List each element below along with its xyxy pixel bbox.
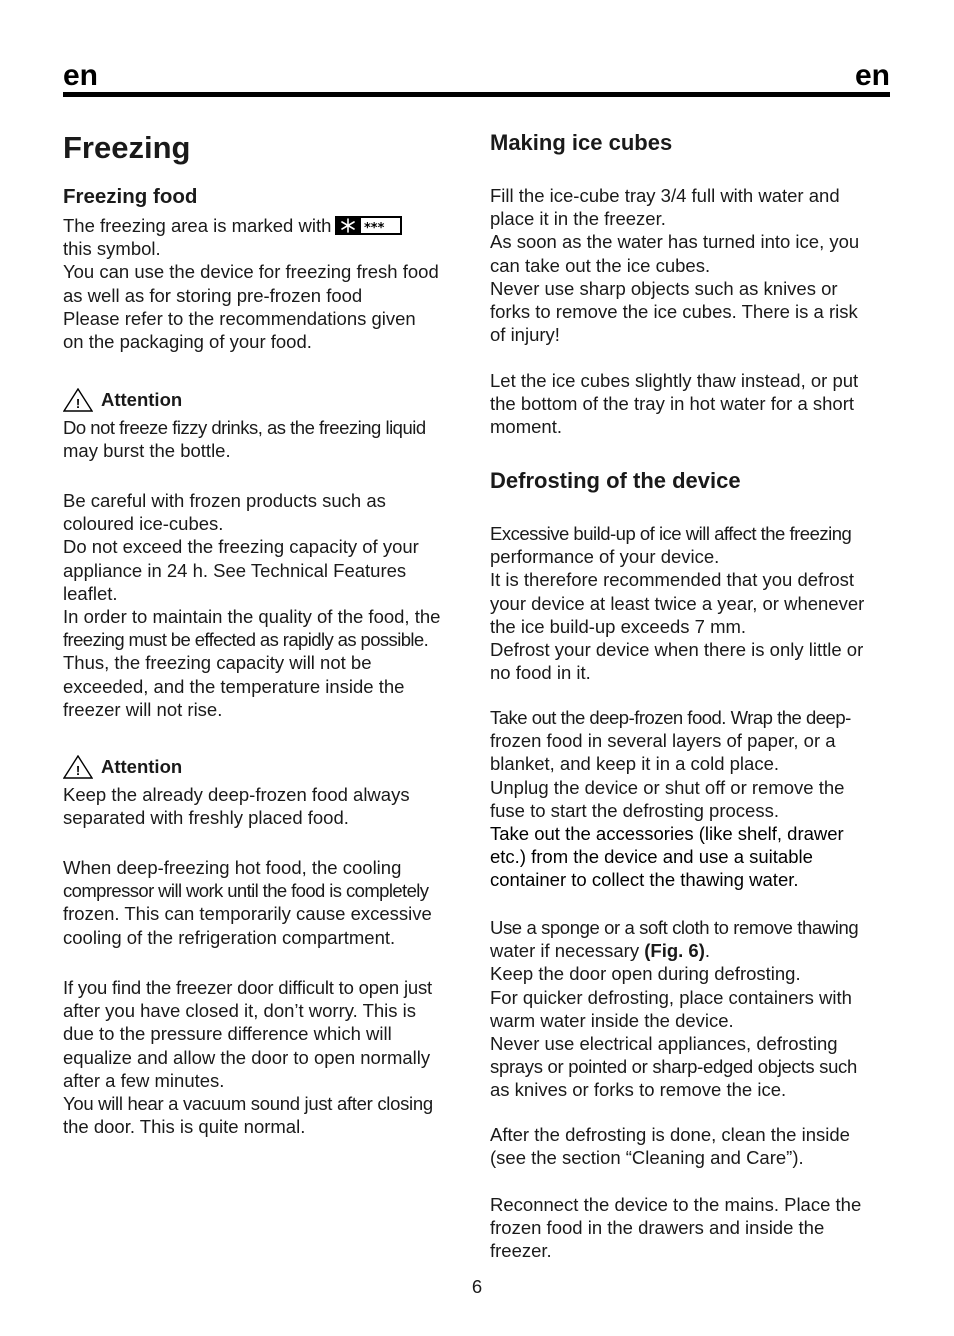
- text-line: [63, 214, 465, 237]
- text-line: (see the section “Cleaning and Care”).: [490, 1147, 804, 1169]
- text-line: Thus, the freezing capacity will not be: [63, 652, 372, 674]
- technical-features-reference: Technical Features: [250, 559, 407, 581]
- text-line: the ice build-up exceeds 7 mm.: [490, 615, 747, 637]
- text-line: this symbol.: [63, 238, 161, 260]
- paragraph-ice-cubes: [490, 184, 892, 346]
- text-line: compressor will work until the food is completely: [63, 880, 429, 902]
- language-code-right: en: [854, 59, 890, 92]
- paragraph-hot-food: [63, 856, 465, 949]
- text-line: Take out the deep-frozen food. Wrap the deep-: [490, 707, 851, 728]
- text-line: Unplug the device or shut off or remove the: [490, 776, 845, 798]
- paragraph-defrost-3: [490, 916, 892, 1102]
- text-line: of injury!: [490, 324, 560, 346]
- page-title: Freezing: [63, 130, 191, 165]
- paragraph-ice-thaw: [490, 369, 892, 439]
- text-line: frozen food in several layers of paper, or a: [490, 730, 836, 752]
- attention-label-1: [63, 388, 465, 412]
- text-line: After the defrosting is done, clean the inside: [490, 1124, 850, 1145]
- text-line: You will hear a vacuum sound just after closing: [63, 1093, 433, 1115]
- text-line-part: appliance in 24 h. See: [63, 559, 251, 581]
- svg-text:!: !: [75, 396, 81, 411]
- text-line: separated with freshly placed food.: [63, 807, 349, 829]
- text-line: You can use the device for freezing fresh food: [63, 261, 439, 283]
- attention-text: Attention: [101, 756, 183, 778]
- text-line: Keep the door open during defrosting.: [490, 963, 801, 985]
- text-line: As soon as the water has turned into ice, you: [490, 231, 860, 253]
- text-line: For quicker defrosting, place containers with: [490, 986, 852, 1008]
- text-line: When deep-freezing hot food, the cooling: [63, 857, 402, 878]
- text-line: your device at least twice a year, or whenever: [490, 592, 865, 614]
- text-line: Please refer to the recommendations given: [63, 307, 416, 329]
- text-line: [490, 939, 892, 962]
- text-line: Keep the already deep-frozen food always: [63, 784, 410, 805]
- attention-text: Attention: [101, 389, 183, 411]
- warning-triangle-icon: [63, 755, 93, 779]
- text-line: Be careful with frozen products such as: [63, 490, 386, 511]
- text-line: no food in it.: [490, 662, 591, 684]
- text-line: the bottom of the tray in hot water for a short: [490, 393, 855, 415]
- text-line: place it in the freezer.: [490, 208, 666, 230]
- page-number: 6: [471, 1276, 483, 1297]
- text-line: coloured ice-cubes.: [63, 513, 224, 535]
- text-line: Defrost your device when there is only little or: [490, 639, 864, 661]
- text-line: Excessive build-up of ice will affect the freezing: [490, 523, 852, 544]
- text-line: freezing must be effected as rapidly as possible.: [63, 629, 429, 651]
- paragraph-defrost-5: [490, 1193, 892, 1263]
- paragraph-attention-1: [63, 416, 465, 462]
- text-line: cooling of the refrigeration compartment.: [63, 926, 396, 948]
- text-line: leaflet.: [63, 582, 118, 604]
- text-line: Take out the accessories (like shelf, drawer: [490, 823, 844, 845]
- text-line-part: .: [704, 940, 711, 962]
- paragraph-freezer-door: [63, 976, 465, 1138]
- svg-text:!: !: [75, 763, 81, 778]
- text-line: after you have closed it, don’t worry. This is: [63, 1000, 417, 1022]
- text-line: exceeded, and the temperature inside the: [63, 675, 405, 697]
- text-line: forks to remove the ice cubes. There is a risk: [490, 301, 858, 323]
- text-line: equalize and allow the door to open normally: [63, 1046, 431, 1068]
- section-heading-freezing-food: Freezing food: [63, 185, 198, 208]
- text-line: etc.) from the device and use a suitable: [490, 846, 813, 868]
- paragraph-freezing-food: [63, 214, 465, 353]
- text-line: may burst the bottle.: [63, 440, 231, 462]
- text-line: warm water inside the device.: [490, 1009, 734, 1031]
- paragraph-defrost-1: [490, 522, 892, 684]
- text-line: frozen food in the drawers and inside the: [490, 1217, 825, 1239]
- text-line: can take out the ice cubes.: [490, 254, 711, 276]
- text-line: as well as for storing pre-frozen food: [63, 284, 363, 306]
- attention-label-2: [63, 755, 465, 779]
- freezer-star-symbol-icon: [335, 216, 402, 235]
- section-heading-ice-cubes: Making ice cubes: [490, 130, 673, 155]
- paragraph-attention-2: [63, 783, 465, 829]
- text-line: fuse to start the defrosting process.: [490, 799, 779, 821]
- text-line: Reconnect the device to the mains. Place the: [490, 1194, 862, 1215]
- text-line: moment.: [490, 416, 562, 438]
- text-line: blanket, and keep it in a cold place.: [490, 753, 779, 775]
- paragraph-defrost-4: [490, 1123, 892, 1169]
- text-line: Fill the ice-cube tray 3/4 full with water and: [490, 185, 840, 206]
- text-line: performance of your device.: [490, 546, 720, 568]
- text-line: It is therefore recommended that you defrost: [490, 569, 855, 591]
- text-line: the door. This is quite normal.: [63, 1116, 306, 1138]
- text-line: In order to maintain the quality of the food, the: [63, 606, 441, 628]
- text-line: Let the ice cubes slightly thaw instead, or put: [490, 370, 859, 391]
- paragraph-careful: [63, 489, 465, 721]
- warning-triangle-icon: [63, 388, 93, 412]
- section-heading-defrosting: Defrosting of the device: [490, 468, 741, 493]
- svg-text:***: ***: [364, 221, 385, 235]
- text-line: freezer.: [490, 1240, 552, 1262]
- text-line-part: water if necessary: [490, 940, 645, 962]
- paragraph-defrost-2: [490, 706, 892, 892]
- text-line: freezer will not rise.: [63, 698, 223, 720]
- figure-reference: (Fig. 6): [644, 940, 705, 962]
- header-rule: [63, 92, 890, 97]
- text-line: due to the pressure difference which will: [63, 1023, 392, 1045]
- text-line: Do not freeze fizzy drinks, as the freezing liquid: [63, 417, 426, 438]
- text-line: If you find the freezer door difficult to open just: [63, 977, 432, 998]
- text-line: on the packaging of your food.: [63, 331, 312, 353]
- text-line: as knives or forks to remove the ice.: [490, 1079, 787, 1101]
- language-code-left: en: [63, 59, 99, 92]
- text-line: Never use sharp objects such as knives or: [490, 277, 838, 299]
- text-line: frozen. This can temporarily cause excessive: [63, 903, 432, 925]
- text-line: Never use electrical appliances, defrosting: [490, 1033, 838, 1055]
- text-line: Do not exceed the freezing capacity of your: [63, 536, 419, 558]
- text-line: sprays or pointed or sharp-edged objects such: [490, 1056, 857, 1078]
- text-line-part: The freezing area is marked with: [63, 215, 332, 236]
- text-line: after a few minutes.: [63, 1069, 225, 1091]
- text-line: Use a sponge or a soft cloth to remove thawing: [490, 917, 859, 938]
- text-line: container to collect the thawing water.: [490, 869, 799, 891]
- text-line: [63, 559, 465, 582]
